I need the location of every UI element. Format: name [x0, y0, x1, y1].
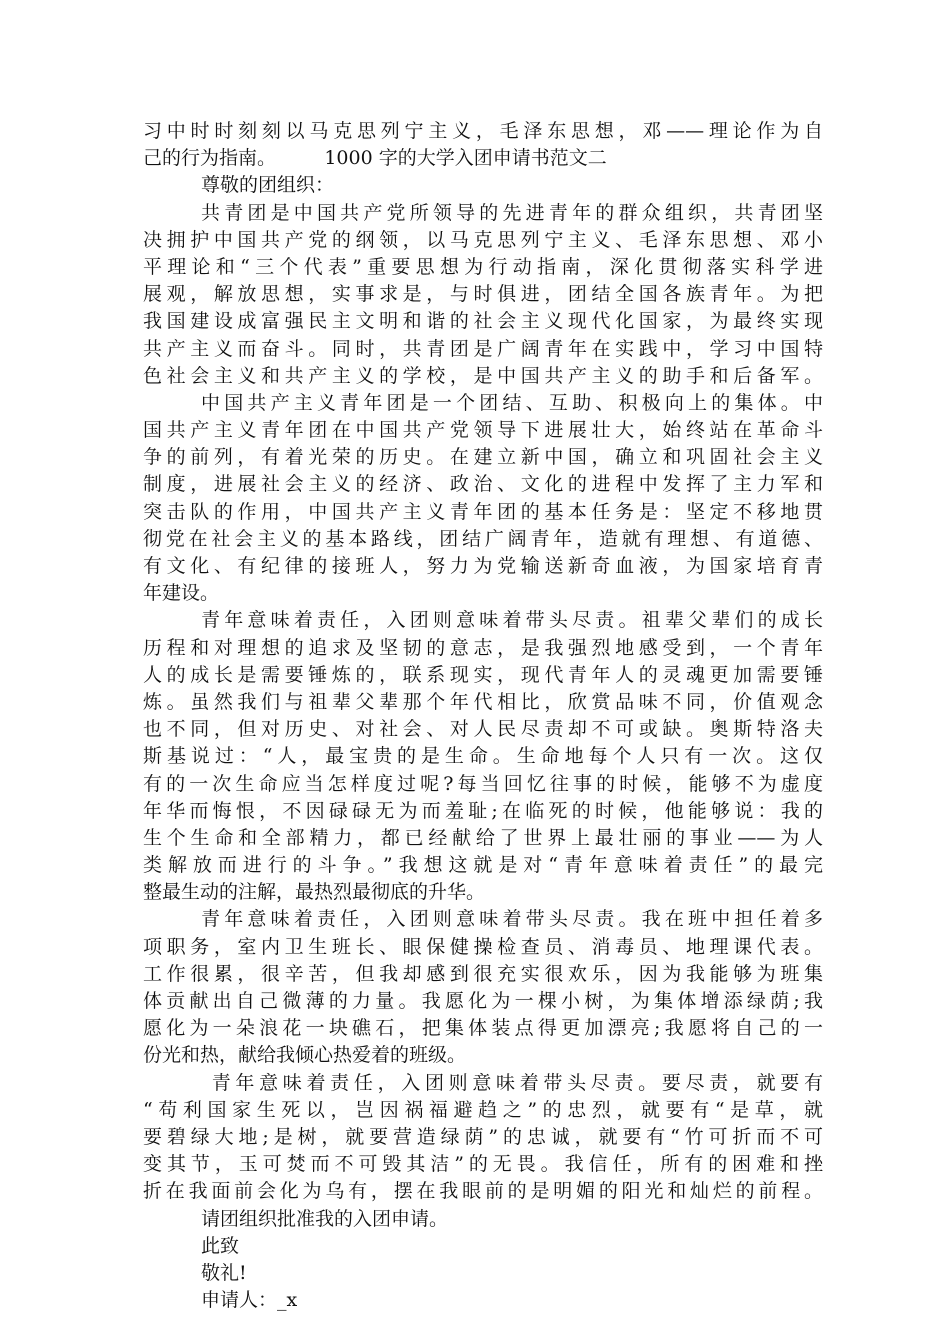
applicant-line: 申请人：_x	[201, 1289, 298, 1312]
text-line: 习中时时刻刻以马克思列宁主义，毛泽东思想，邓——理论作为自	[143, 120, 823, 142]
text-line: 炼。虽然我们与祖辈父辈那个年代相比，欣赏品味不同，价值观念	[143, 690, 823, 713]
text-line: 争的前列，有着光荣的历史。在建立新中国，确立和巩固社会主义	[143, 446, 823, 469]
text-line: 青年意味着责任，入团则意味着带头尽责。要尽责，就要有	[201, 1071, 823, 1094]
salutation: 尊敬的团组织：	[201, 174, 335, 197]
text-line: 青年意味着责任，入团则意味着带头尽责。我在班中担任着多	[201, 908, 823, 931]
text-line: 我国建设成富强民主文明和谐的社会主义现代化国家，为最终实现	[143, 310, 823, 333]
text-line: 份光和热，献给我倾心热爱着的班级。	[143, 1044, 467, 1067]
regards-line: 敬礼!	[201, 1261, 247, 1284]
text-line: 国共产主义青年团在中国共产党领导下进展壮大，始终站在革命斗	[143, 419, 823, 442]
text-line: 也不同，但对历史、对社会、对人民尽责却不可或缺。奥斯特洛夫	[143, 718, 823, 741]
text-line: 要碧绿大地;是树，就要营造绿荫”的忠诚，就要有“竹可折而不可	[143, 1125, 823, 1148]
text-line: 色社会主义和共产主义的学校，是中国共产主义的助手和后备军。	[143, 364, 823, 387]
text-line: 年华而悔恨，不因碌碌无为而羞耻;在临死的时候，他能够说：我的	[143, 799, 823, 822]
text-line: 青年意味着责任，入团则意味着带头尽责。祖辈父辈们的成长	[201, 609, 823, 632]
text-line: 共青团是中国共产党所领导的先进青年的群众组织，共青团坚	[201, 201, 823, 224]
text-line: 彻党在社会主义的基本路线，团结广阔青年，造就有理想、有道德、	[143, 527, 823, 550]
text-line: 己的行为指南。 1000 字的大学入团申请书范文二	[143, 147, 607, 170]
request-line: 请团组织批准我的入团申请。	[201, 1207, 449, 1230]
text-line: 决拥护中国共产党的纲领，以马克思列宁主义、毛泽东思想、邓小	[143, 228, 823, 251]
text-line: 年建设。	[143, 582, 220, 605]
text-line: 斯基说过：“人，最宝贵的是生命。生命地每个人只有一次。这仅	[143, 745, 823, 768]
text-line: 人的成长是需要锤炼的，联系现实，现代青年人的灵魂更加需要锤	[143, 663, 823, 686]
text-line: 体贡献出自己微薄的力量。我愿化为一棵小树，为集体增添绿荫;我	[143, 990, 823, 1012]
text-line: 展观，解放思想，实事求是，与时俱进，团结全国各族青年。为把	[143, 283, 823, 306]
text-line: 愿化为一朵浪花一块礁石，把集体装点得更加漂亮;我愿将自己的一	[143, 1017, 823, 1040]
text-line: 变其节，玉可焚而不可毁其洁”的无畏。我信任，所有的困难和挫	[143, 1153, 823, 1176]
text-line: 工作很累，很辛苦，但我却感到很充实很欢乐，因为我能够为班集	[143, 962, 823, 985]
document-page	[143, 118, 823, 1314]
text-line: 突击队的作用，中国共产主义青年团的基本任务是：坚定不移地贯	[143, 500, 823, 523]
text-line: 历程和对理想的追求及坚韧的意志，是我强烈地感受到，一个青年	[143, 636, 823, 659]
text-line: 折在我面前会化为乌有，摆在我眼前的是明媚的阳光和灿烂的前程。	[143, 1180, 823, 1203]
text-line: 制度，进展社会主义的经济、政治、文化的进程中发挥了主力军和	[143, 473, 823, 496]
closing-line: 此致	[201, 1234, 240, 1257]
text-line: 中国共产主义青年团是一个团结、互助、积极向上的集体。中	[201, 391, 823, 414]
text-line: “苟利国家生死以，岂因祸福避趋之”的忠烈，就要有“是草，就	[143, 1098, 823, 1121]
text-line: 共产主义而奋斗。同时，共青团是广阔青年在实践中，学习中国特	[143, 337, 823, 360]
text-line: 整最生动的注解，最热烈最彻底的升华。	[143, 881, 486, 904]
text-line: 有的一次生命应当怎样度过呢?每当回忆往事的时候，能够不为虚度	[143, 772, 823, 795]
text-line: 生个生命和全部精力，都已经献给了世界上最壮丽的事业——为人	[143, 826, 823, 849]
text-line: 类解放而进行的斗争。”我想这就是对“青年意味着责任”的最完	[143, 854, 823, 877]
text-line: 项职务，室内卫生班长、眼保健操检查员、消毒员、地理课代表。	[143, 935, 823, 958]
text-line: 有文化、有纪律的接班人，努力为党输送新奇血液，为国家培育青	[143, 555, 823, 577]
text-line: 平理论和“三个代表”重要思想为行动指南，深化贯彻落实科学进	[143, 255, 823, 278]
